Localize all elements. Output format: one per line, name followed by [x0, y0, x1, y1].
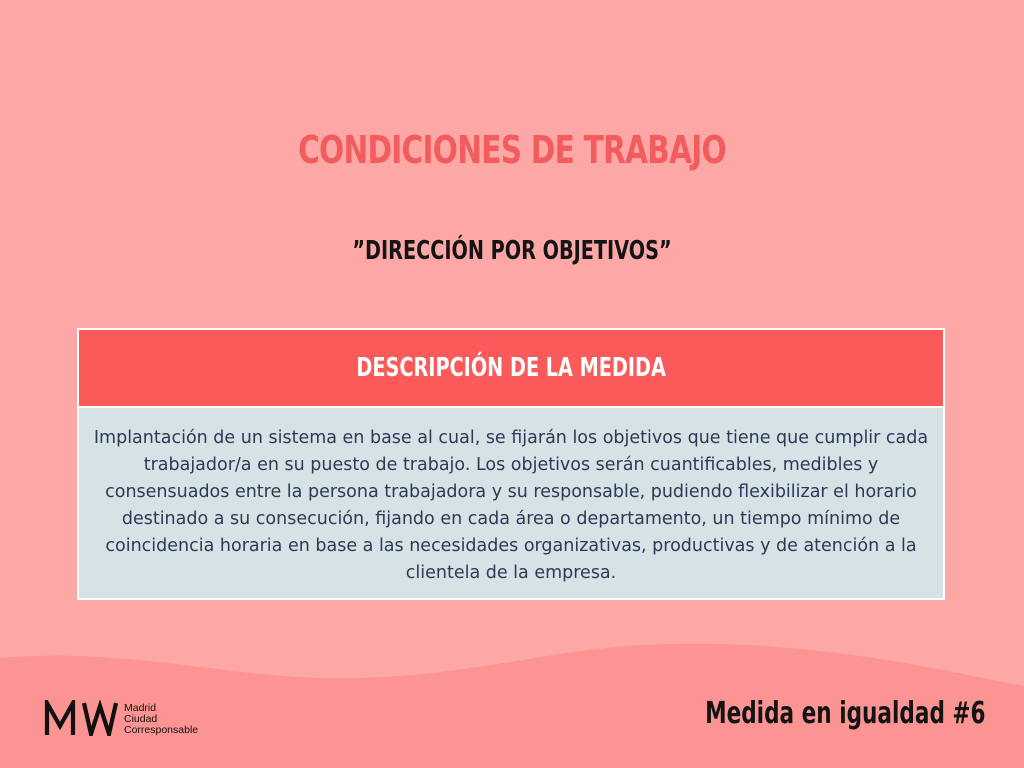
measure-card [77, 328, 945, 600]
card-header-title: DESCRIPCIÓN DE LA MEDIDA [356, 353, 666, 383]
measure-description: Implantación de un sistema en base al cual, se fijarán los objetivos que tiene que cumplir cada trabajador/a en su puesto de trabajo. Los objetivos serán cuantificables, medibles y consensuados entre la persona trabajadora y su responsable, pudiendo flexibilizar el horario destinado a su consecución, fijando en cada área o departamento, un tiempo mínimo de coincidencia horaria en base a las necesidades organizativas, productivas y de atención a la clientela de la empresa. [93, 428, 929, 583]
measure-number-tag: Medida en igualdad #6 [705, 696, 986, 731]
page-title: CONDICIONES DE TRABAJO [298, 128, 726, 172]
mc-logo-icon [44, 700, 122, 736]
logo-wordmark [124, 703, 198, 736]
logo-line-madrid: Madrid [124, 702, 157, 714]
logo-line-corresponsable: Corresponsable [124, 724, 199, 736]
logo-line-ciudad: Ciudad [124, 713, 158, 725]
measure-subtitle: ”DIRECCIÓN POR OBJETIVOS” [352, 236, 672, 266]
madrid-ciudad-corresponsable-logo [44, 700, 198, 736]
card-header [79, 330, 943, 408]
background-wave [0, 620, 1024, 768]
